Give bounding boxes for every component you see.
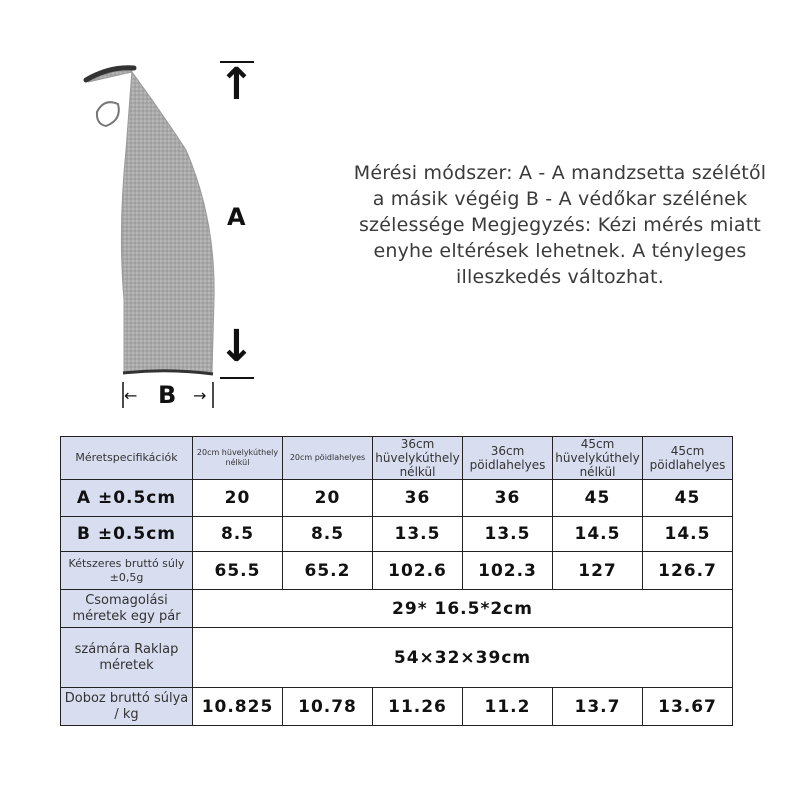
table-cell: 14.5 bbox=[553, 517, 643, 552]
table-cell: 126.7 bbox=[643, 552, 733, 590]
table-cell: 13.7 bbox=[553, 688, 643, 726]
column-header: 20cm hüvelykúthely nélkül bbox=[193, 437, 283, 480]
table-cell: 36 bbox=[373, 480, 463, 517]
row-label: A ±0.5cm bbox=[61, 480, 193, 517]
column-header: 20cm pöidlahelyes bbox=[283, 437, 373, 480]
left-arrow-icon: ← bbox=[124, 386, 138, 405]
size-spec-table bbox=[60, 436, 733, 726]
table-cell: 8.5 bbox=[283, 517, 373, 552]
table-cell: 36 bbox=[463, 480, 553, 517]
table-cell: 13.67 bbox=[643, 688, 733, 726]
row-label: B ±0.5cm bbox=[61, 517, 193, 552]
row-label: Doboz bruttó súlya / kg bbox=[61, 688, 193, 726]
row-label: számára Raklap méretek bbox=[61, 628, 193, 688]
table-row bbox=[61, 688, 733, 726]
up-arrow-icon: ↑ bbox=[218, 59, 255, 110]
column-header: 36cm hüvelykúthely nélkül bbox=[373, 437, 463, 480]
table-cell: 65.2 bbox=[283, 552, 373, 590]
table-cell: 65.5 bbox=[193, 552, 283, 590]
table-row bbox=[61, 517, 733, 552]
table-row bbox=[61, 628, 733, 688]
table-cell: 20 bbox=[283, 480, 373, 517]
table-cell: 54×32×39cm bbox=[193, 628, 733, 688]
table-cell: 10.825 bbox=[193, 688, 283, 726]
table-cell: 20 bbox=[193, 480, 283, 517]
table-cell: 11.2 bbox=[463, 688, 553, 726]
measure-a-label: A bbox=[227, 203, 246, 231]
sleeve-illustration bbox=[0, 0, 360, 430]
table-cell: 14.5 bbox=[643, 517, 733, 552]
table-cell: 10.78 bbox=[283, 688, 373, 726]
table-header-row bbox=[61, 437, 733, 480]
table-row bbox=[61, 590, 733, 628]
row-label: Kétszeres bruttó súly ±0,5g bbox=[61, 552, 193, 590]
table-cell: 11.26 bbox=[373, 688, 463, 726]
table-row bbox=[61, 552, 733, 590]
measure-b-label: B bbox=[158, 381, 177, 409]
table-cell: 13.5 bbox=[373, 517, 463, 552]
table-cell: 102.3 bbox=[463, 552, 553, 590]
sleeve-diagram bbox=[0, 0, 360, 430]
sleeve-bottom-cuff bbox=[123, 371, 213, 374]
table-cell: 13.5 bbox=[463, 517, 553, 552]
measurement-note: Mérési módszer: A - A mandzsetta szélétől a másik végéig B - A védőkar szélének szélessége Megjegyzés: Kézi mérés miatt enyhe eltérések lehetnek. A tényleges illeszkedés változhat. bbox=[353, 162, 767, 288]
table-cell: 29* 16.5*2cm bbox=[193, 590, 733, 628]
thumb-hole bbox=[97, 102, 119, 126]
table-cell: 45 bbox=[643, 480, 733, 517]
table-cell: 102.6 bbox=[373, 552, 463, 590]
row-label: Csomagolási méretek egy pár bbox=[61, 590, 193, 628]
table-cell: 45 bbox=[553, 480, 643, 517]
down-arrow-icon: ↓ bbox=[218, 321, 255, 372]
corner-header: Méretspecifikációk bbox=[61, 437, 193, 480]
right-arrow-icon: → bbox=[193, 386, 207, 405]
column-header: 45cm hüvelykúthely nélkül bbox=[553, 437, 643, 480]
table-row bbox=[61, 480, 733, 517]
column-header: 36cm pöidlahelyes bbox=[463, 437, 553, 480]
table-cell: 127 bbox=[553, 552, 643, 590]
table-cell: 8.5 bbox=[193, 517, 283, 552]
column-header: 45cm pöidlahelyes bbox=[643, 437, 733, 480]
